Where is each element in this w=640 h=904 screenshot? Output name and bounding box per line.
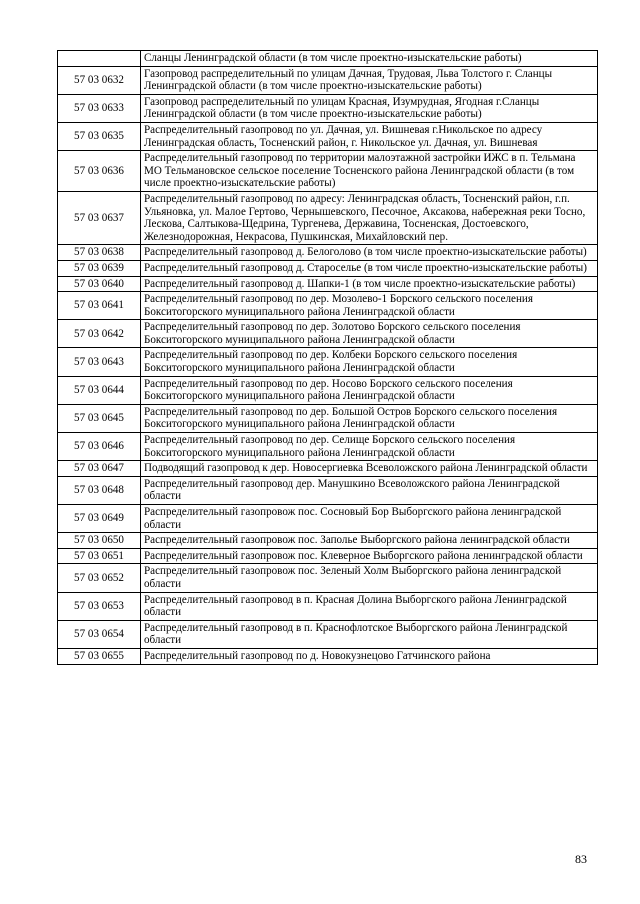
row-description-cell: Распределительный газопровод по дер. Золотово Борского сельского поселения Бокситогорского муниципального района Ленинградской области	[141, 320, 598, 348]
row-code-cell: 57 03 0638	[58, 245, 141, 261]
row-description-cell: Распределительный газопровод д. Староселье (в том числе проектно-изыскательские работы)	[141, 260, 598, 276]
row-description-cell: Распределительный газопровод по дер. Колбеки Борского сельского поселения Бокситогорского муниципального района Ленинградской области	[141, 348, 598, 376]
table-row	[58, 320, 598, 348]
table-row	[58, 376, 598, 404]
row-code-cell: 57 03 0636	[58, 151, 141, 192]
table-row	[58, 592, 598, 620]
table-row	[58, 461, 598, 477]
row-description-cell: Распределительный газопровод по дер. Носово Борского сельского поселения Бокситогорского муниципального района Ленинградской области	[141, 376, 598, 404]
row-description-cell: Распределительный газопровож пос. Клеверное Выборгского района ленинградской области	[141, 548, 598, 564]
row-description-cell: Распределительный газопровод по дер. Большой Остров Борского сельского поселения Бокситогорского муниципального района Ленинградской области	[141, 404, 598, 432]
row-description-cell: Распределительный газопровод по территории малоэтажной застройки ИЖС в п. Тельмана МО Тельмановское сельское поселение Тосненского района Ленинградской области (в том числе проектно-изыскательские работы)	[141, 151, 598, 192]
row-code-cell: 57 03 0633	[58, 94, 141, 122]
row-code-cell: 57 03 0645	[58, 404, 141, 432]
budget-code-table	[57, 50, 598, 665]
row-description-cell: Сланцы Ленинградской области (в том числе проектно-изыскательские работы)	[141, 51, 598, 67]
row-code-cell: 57 03 0652	[58, 564, 141, 592]
row-description-cell: Подводящий газопровод к дер. Новосергиевка Всеволожского района Ленинградской области	[141, 461, 598, 477]
row-code-cell: 57 03 0632	[58, 66, 141, 94]
table-row	[58, 122, 598, 150]
row-description-cell: Распределительный газопровод по дер. Селище Борского сельского поселения Бокситогорского муниципального района Ленинградской области	[141, 433, 598, 461]
table-row	[58, 94, 598, 122]
table-row	[58, 276, 598, 292]
row-description-cell: Газопровод распределительный по улицам Дачная, Трудовая, Льва Толстого г. Сланцы Ленинградской области (в том числе проектно-изыскательские работы)	[141, 66, 598, 94]
row-code-cell: 57 03 0640	[58, 276, 141, 292]
row-code-cell: 57 03 0646	[58, 433, 141, 461]
row-code-cell: 57 03 0635	[58, 122, 141, 150]
row-code-cell: 57 03 0648	[58, 476, 141, 504]
table-row	[58, 548, 598, 564]
row-description-cell: Распределительный газопровож пос. Заполье Выборгского района ленинградской области	[141, 533, 598, 549]
table-row	[58, 433, 598, 461]
row-code-cell: 57 03 0655	[58, 648, 141, 664]
table-row	[58, 292, 598, 320]
row-code-cell: 57 03 0653	[58, 592, 141, 620]
table-row	[58, 245, 598, 261]
row-code-cell: 57 03 0651	[58, 548, 141, 564]
table-row	[58, 404, 598, 432]
row-code-cell: 57 03 0639	[58, 260, 141, 276]
row-description-cell: Распределительный газопровод д. Шапки-1 (в том числе проектно-изыскательские работы)	[141, 276, 598, 292]
table-row	[58, 620, 598, 648]
table-body	[58, 51, 598, 665]
row-code-cell: 57 03 0649	[58, 505, 141, 533]
row-description-cell: Распределительный газопровож пос. Зеленый Холм Выборгского района ленинградской области	[141, 564, 598, 592]
row-description-cell: Распределительный газопровод дер. Манушкино Всеволожского района Ленинградской области	[141, 476, 598, 504]
row-description-cell: Распределительный газопровод в п. Краснофлотское Выборгского района Ленинградской области	[141, 620, 598, 648]
table-row	[58, 260, 598, 276]
table-row	[58, 476, 598, 504]
row-code-cell: 57 03 0641	[58, 292, 141, 320]
table-row	[58, 66, 598, 94]
table-row	[58, 191, 598, 244]
table-row	[58, 533, 598, 549]
row-description-cell: Распределительный газопровод в п. Красная Долина Выборгского района Ленинградской области	[141, 592, 598, 620]
table-row	[58, 505, 598, 533]
table-row	[58, 648, 598, 664]
row-code-cell: 57 03 0643	[58, 348, 141, 376]
row-description-cell: Распределительный газопровод по дер. Мозолево-1 Борского сельского поселения Бокситогорского муниципального района Ленинградской области	[141, 292, 598, 320]
row-description-cell: Газопровод распределительный по улицам Красная, Изумрудная, Ягодная г.Сланцы Ленинградской области (в том числе проектно-изыскательские работы)	[141, 94, 598, 122]
row-description-cell: Распределительный газопровод по д. Новокузнецово Гатчинского района	[141, 648, 598, 664]
row-code-cell: 57 03 0650	[58, 533, 141, 549]
table-row	[58, 564, 598, 592]
row-code-cell: 57 03 0654	[58, 620, 141, 648]
table-row	[58, 348, 598, 376]
row-code-cell	[58, 51, 141, 67]
row-description-cell: Распределительный газопровод д. Белоголово (в том числе проектно-изыскательские работы)	[141, 245, 598, 261]
table-row	[58, 51, 598, 67]
row-description-cell: Распределительный газопровож пос. Сосновый Бор Выборгского района ленинградской области	[141, 505, 598, 533]
row-description-cell: Распределительный газопровод по ул. Дачная, ул. Вишневая г.Никольское по адресу Ленинградская область, Тосненский район, г. Никольское ул. Дачная, ул. Вишневая	[141, 122, 598, 150]
row-description-cell: Распределительный газопровод по адресу: Ленинградская область, Тосненский район, г.п. Ульяновка, ул. Малое Гертово, Чернышевского, Песочное, Аксакова, набережная реки Тосно, Лескова, Салтыкова-Щедрина, Тургенева, Державина, Тосненская, Достоевского, Железнодорожная, Некрасова, Пушкинская, Михайловский пер.	[141, 191, 598, 244]
table-row	[58, 151, 598, 192]
row-code-cell: 57 03 0642	[58, 320, 141, 348]
row-code-cell: 57 03 0647	[58, 461, 141, 477]
row-code-cell: 57 03 0644	[58, 376, 141, 404]
page-number: 83	[575, 852, 587, 866]
row-code-cell: 57 03 0637	[58, 191, 141, 244]
